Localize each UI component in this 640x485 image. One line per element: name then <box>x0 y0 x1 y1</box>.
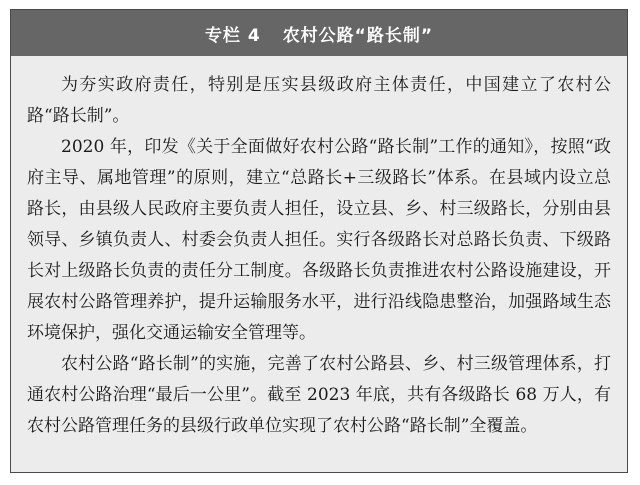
box-content <box>11 56 627 442</box>
paragraph-2: 2020 年，印发《关于全面做好农村公路“路长制”工作的通知》，按照“政府主导、属地管理”的原则，建立“总路长+三级路长”体系。在县域内设立总路长，由县级人民政府主要负责人担任，设立县、乡、村三级路长，分别由县领导、乡镇负责人、村委会负责人担任。实行各级路长对总路长负责、下级路长对上级路长负责的责任分工制度。各级路长负责推进农村公路设施建设，开展农村公路管理养护，提升运输服务水平，进行沿线隐患整治，加强路域生态环境保护，强化交通运输安全管理等。 <box>27 137 611 343</box>
box-header <box>11 10 627 56</box>
paragraph-3: 农村公路“路长制”的实施，完善了农村公路县、乡、村三级管理体系，打通农村公路治理“最后一公里”。截至 2023 年底，共有各级路长 68 万人，有农村公路管理任务的县级行政单位实现了农村公路“路长制”全覆盖。 <box>27 354 611 436</box>
sidebar-box <box>10 9 628 473</box>
box-title: 农村公路“路长制” <box>282 25 434 46</box>
box-label: 专栏 4 <box>204 25 261 46</box>
paragraph-1: 为夯实政府责任，特别是压实县级政府主体责任，中国建立了农村公路“路长制”。 <box>27 75 611 126</box>
